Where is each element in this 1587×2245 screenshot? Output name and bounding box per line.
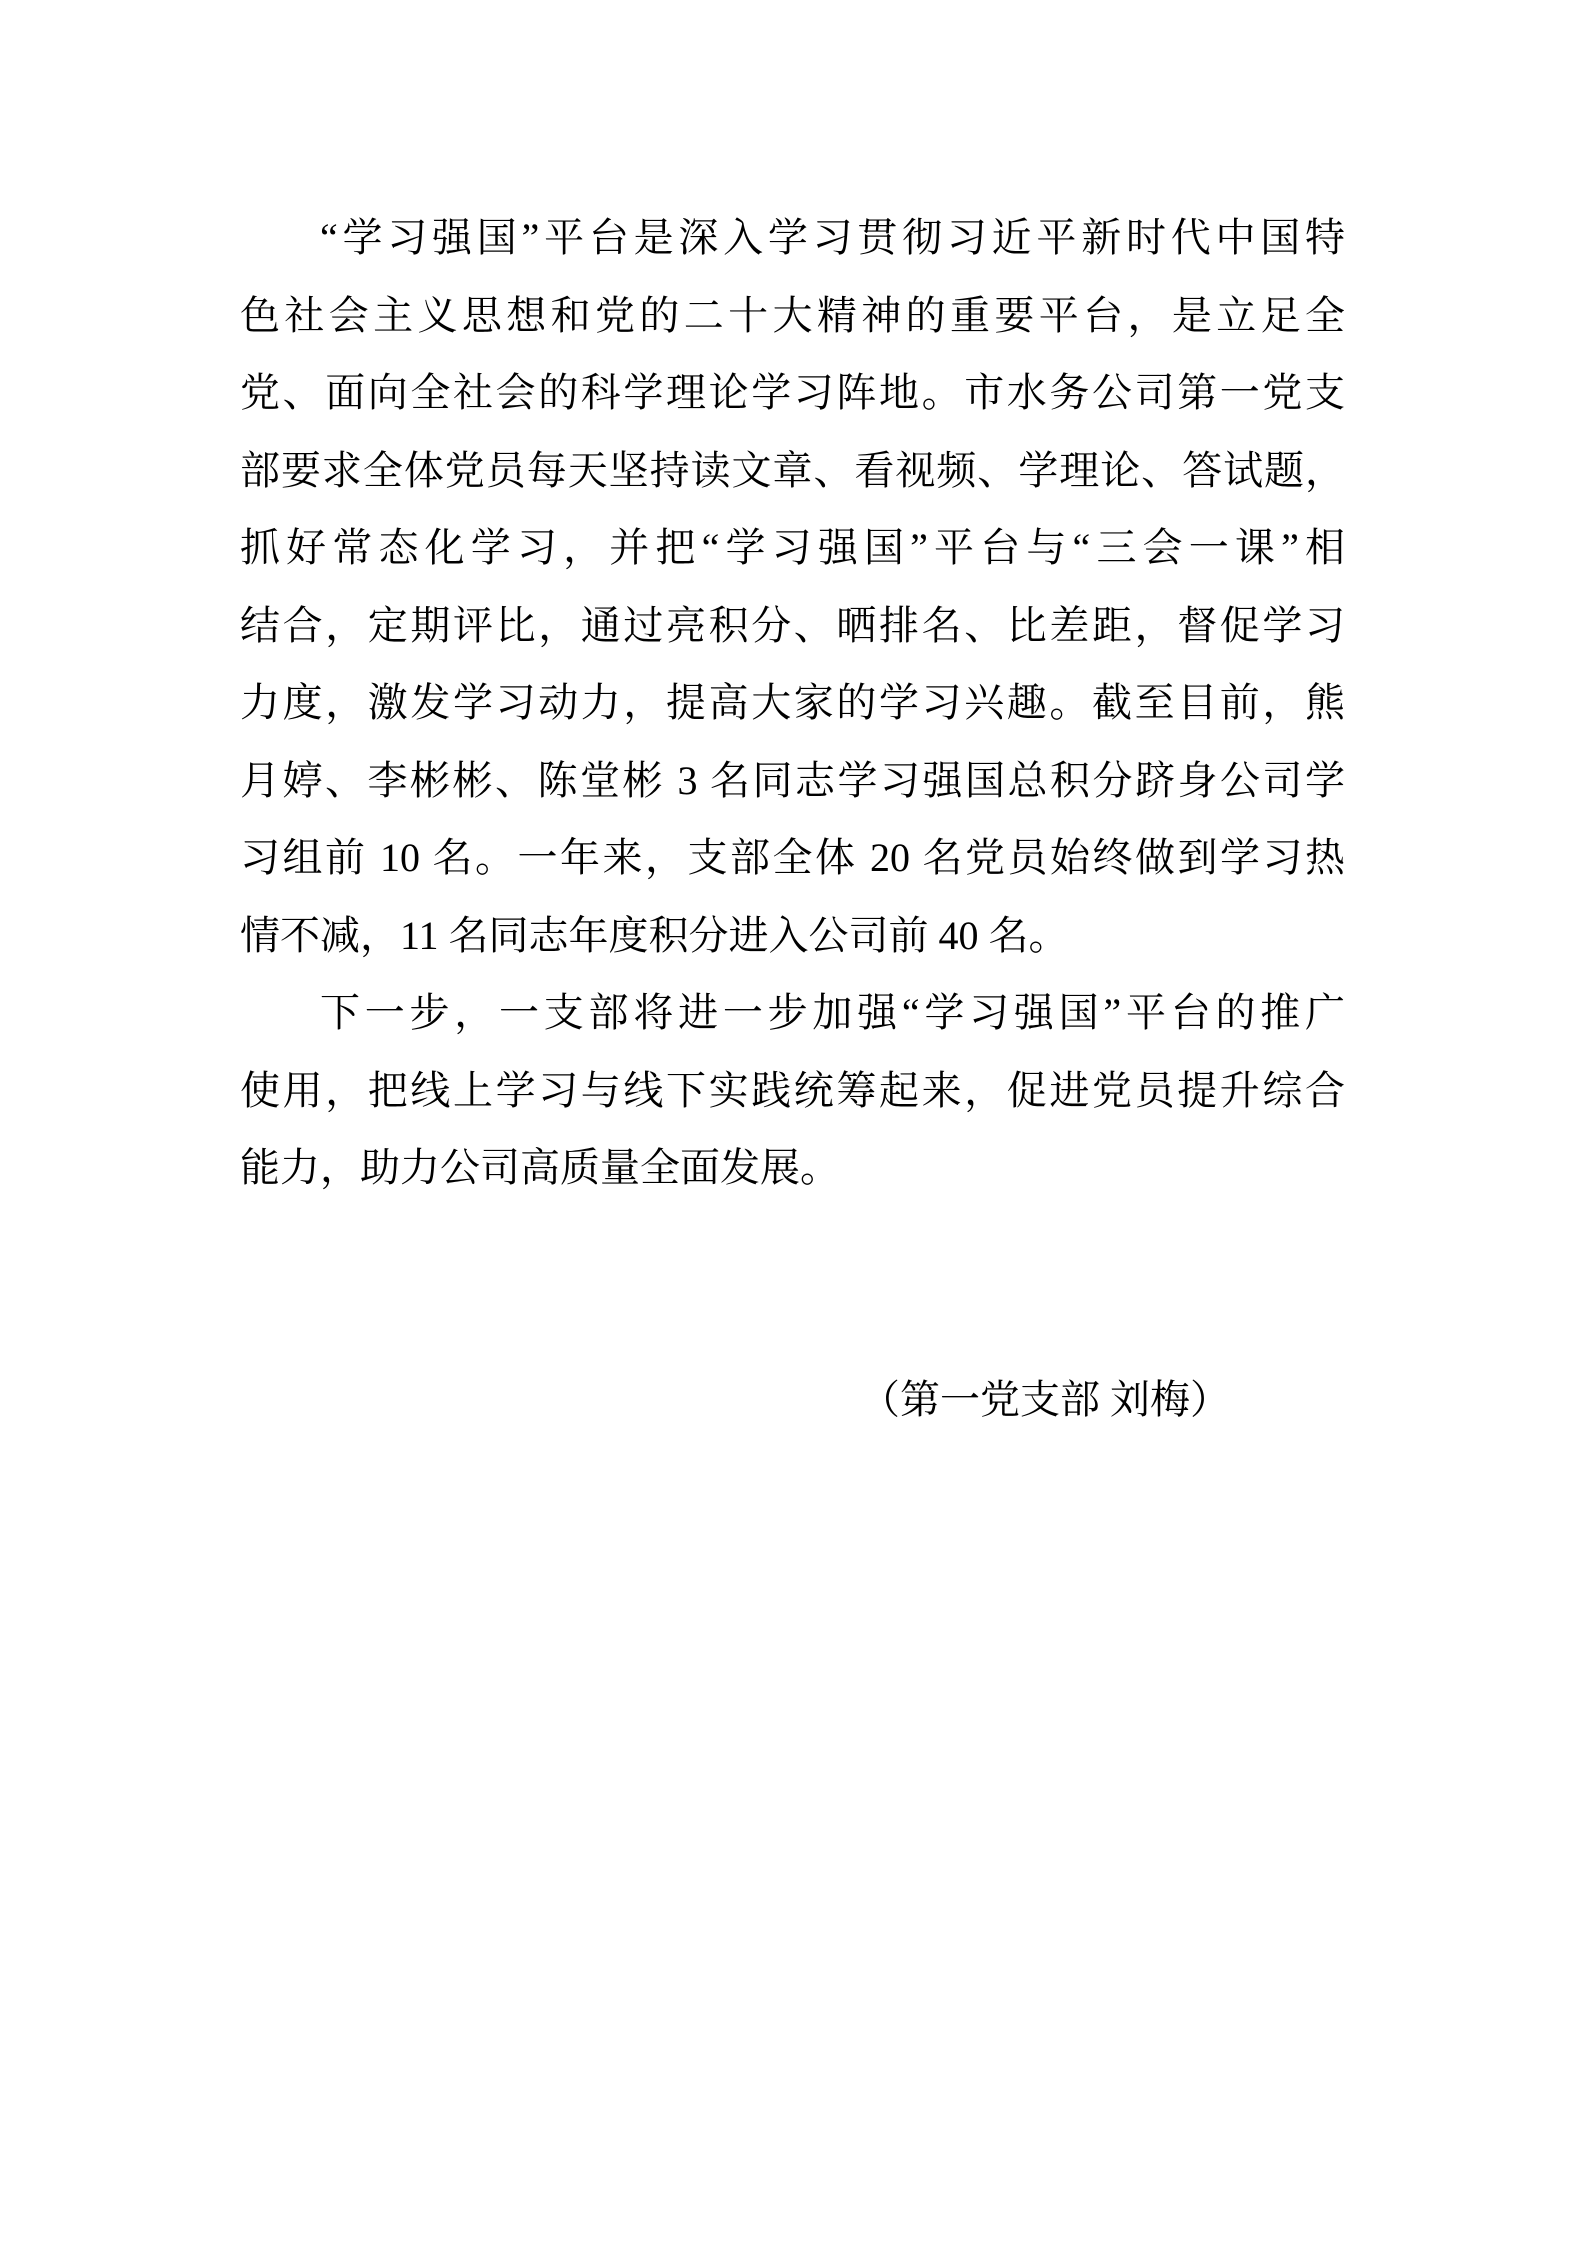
body-line: “学习强国”平台是深入学习贯彻习近平新时代中国特	[320, 215, 1345, 260]
body-line: 使用，把线上学习与线下实践统筹起来，促进党员提升综合	[240, 1067, 1345, 1113]
body-line: 情不减，11 名同志年度积分进入公司前 40 名。	[240, 912, 1069, 958]
body-line: 色社会主义思想和党的二十大精神的重要平台，是立足全	[240, 292, 1345, 338]
body-line: 党、面向全社会的科学理论学习阵地。市水务公司第一党支	[240, 370, 1345, 415]
paragraph-1	[240, 199, 1345, 974]
body-line: 力度，激发学习动力，提高大家的学习兴趣。截至目前，熊	[240, 680, 1345, 725]
document-body	[240, 199, 1345, 1438]
body-line: 习组前 10 名。一年来，支部全体 20 名党员始终做到学习热	[240, 835, 1345, 880]
body-line: 抓好常态化学习，并把“学习强国”平台与“三会一课”相	[240, 525, 1345, 570]
body-line: 能力，助力公司高质量全面发展。	[240, 1145, 840, 1190]
signature-line: （第一党支部 刘梅）	[860, 1376, 1230, 1422]
paragraph-2	[240, 974, 1345, 1207]
body-line: 部要求全体党员每天坚持读文章、看视频、学理论、答试题，	[240, 447, 1345, 493]
body-line: 下一步，一支部将进一步加强“学习强国”平台的推广	[320, 990, 1345, 1035]
body-line: 结合，定期评比，通过亮积分、晒排名、比差距，督促学习	[240, 602, 1345, 648]
body-line: 月婷、李彬彬、陈堂彬 3 名同志学习强国总积分跻身公司学	[240, 757, 1345, 803]
